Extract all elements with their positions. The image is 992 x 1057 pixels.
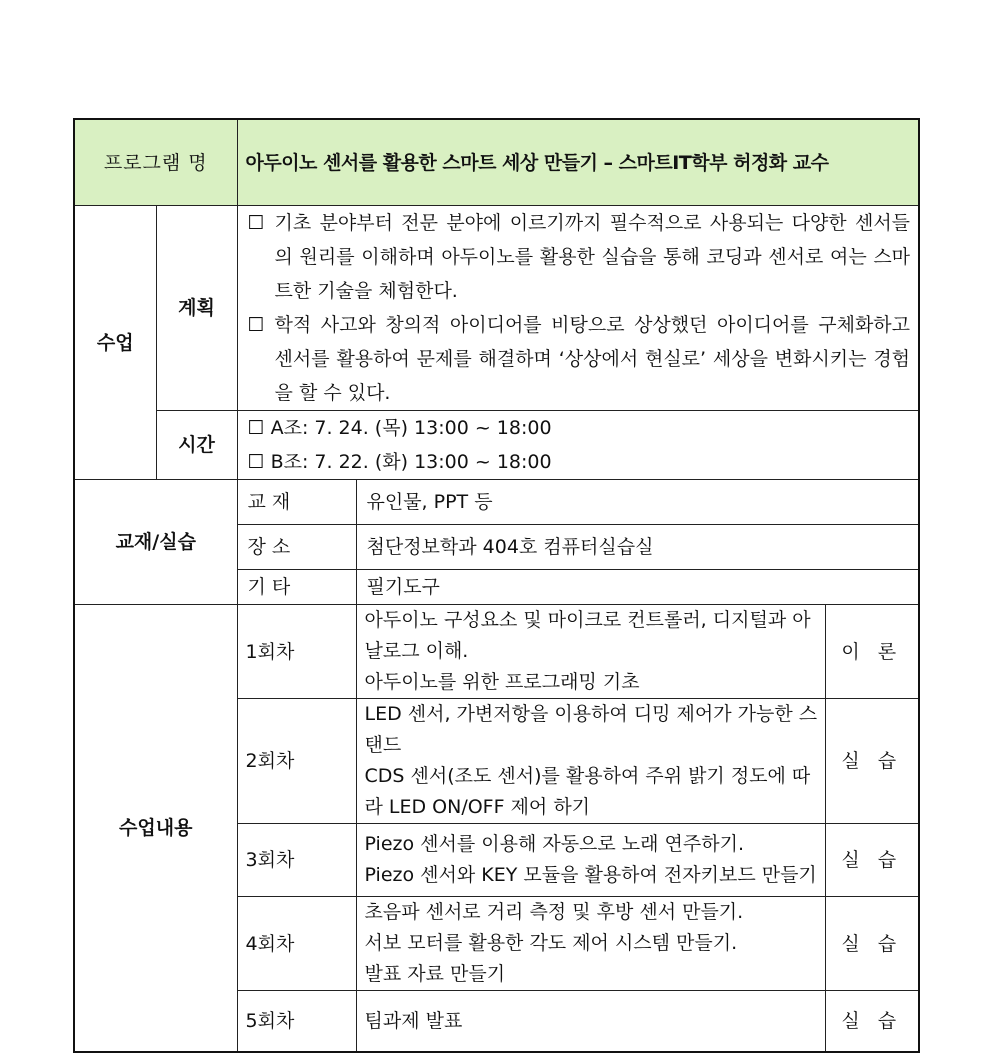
session-content xyxy=(356,699,825,824)
checkbox-icon: ☐ xyxy=(247,417,265,439)
materials-value: 필기도구 xyxy=(356,570,919,605)
plan-text: 학적 사고와 창의적 아이디어를 비탕으로 상상했던 아이디어를 구체화하고 센서를 활용하여 문제를 해결하며 ‘상상에서 현실로’ 세상을 변화시키는 경험을 할 수 있다. xyxy=(274,314,911,404)
time-content xyxy=(237,411,919,480)
session-line: 초음파 센서로 거리 측정 및 후방 센서 만들기. xyxy=(364,901,744,923)
materials-value: 첨단정보학과 404호 컴퓨터실습실 xyxy=(356,525,919,570)
program-title: 아두이노 센서를 활용한 스마트 세상 만들기 – 스마트IT학부 허정화 교수 xyxy=(237,119,919,206)
session-row xyxy=(74,605,919,699)
session-line: 팀과제 발표 xyxy=(364,1009,463,1032)
session-content xyxy=(356,897,825,991)
session-content xyxy=(356,824,825,897)
plan-row xyxy=(74,206,919,411)
session-type: 실 습 xyxy=(825,991,919,1053)
materials-value: 유인물, PPT 등 xyxy=(356,480,919,525)
plan-item xyxy=(248,206,911,308)
session-line: 아두이노를 위한 프로그래밍 기초 xyxy=(364,671,640,693)
time-item xyxy=(238,411,919,445)
header-row xyxy=(74,119,919,206)
session-label: 3회차 xyxy=(237,824,356,897)
session-type: 실 습 xyxy=(825,824,919,897)
session-line: Piezo 센서와 KEY 모듈을 활용하여 전자키보드 만들기 xyxy=(364,864,817,886)
session-line: 발표 자료 만들기 xyxy=(364,963,506,985)
plan-label: 계획 xyxy=(156,206,237,411)
checkbox-icon: ☐ xyxy=(247,212,265,234)
session-label: 4회차 xyxy=(237,897,356,991)
session-content xyxy=(356,991,825,1053)
time-text: B조: 7. 22. (화) 13:00 ~ 18:00 xyxy=(270,451,552,473)
session-line: Piezo 센서를 이용해 자동으로 노래 연주하기. xyxy=(364,833,745,855)
time-row xyxy=(74,411,919,480)
session-line: 아두이노 구성요소 및 마이크로 컨트롤러, 디지털과 아날로그 이해. xyxy=(364,609,811,662)
time-label: 시간 xyxy=(156,411,237,480)
session-type: 실 습 xyxy=(825,897,919,991)
session-content xyxy=(356,605,825,699)
session-type: 이 론 xyxy=(825,605,919,699)
materials-row xyxy=(74,480,919,525)
checkbox-icon: ☐ xyxy=(247,314,265,336)
materials-category: 교재/실습 xyxy=(74,480,237,605)
checkbox-icon: ☐ xyxy=(247,451,265,473)
materials-label: 기 타 xyxy=(237,570,356,605)
session-label: 5회차 xyxy=(237,991,356,1053)
class-category: 수업 xyxy=(74,206,156,480)
session-line: LED 센서, 가변저항을 이용하여 디밍 제어가 가능한 스탠드 xyxy=(364,703,818,756)
session-label: 1회차 xyxy=(237,605,356,699)
plan-item xyxy=(248,308,911,410)
session-line: 서보 모터를 활용한 각도 제어 시스템 만들기. xyxy=(364,932,738,954)
time-text: A조: 7. 24. (목) 13:00 ~ 18:00 xyxy=(270,417,552,439)
plan-content xyxy=(237,206,919,411)
materials-label: 교 재 xyxy=(237,480,356,525)
plan-text: 기초 분야부터 전문 분야에 이르기까지 필수적으로 사용되는 다양한 센서들의 원리를 이해하며 아두이노를 활용한 실습을 통해 코딩과 센서로 여는 스마트한 기술을 체험한다. xyxy=(274,212,911,302)
materials-label: 장 소 xyxy=(237,525,356,570)
program-table xyxy=(73,118,920,1053)
session-label: 2회차 xyxy=(237,699,356,824)
session-type: 실 습 xyxy=(825,699,919,824)
program-name-label: 프로그램 명 xyxy=(74,119,237,206)
session-line: CDS 센서(조도 센서)를 활용하여 주위 밝기 정도에 따라 LED ON/OFF 제어 하기 xyxy=(364,765,811,818)
content-category: 수업내용 xyxy=(74,605,237,1053)
time-item xyxy=(238,445,919,479)
